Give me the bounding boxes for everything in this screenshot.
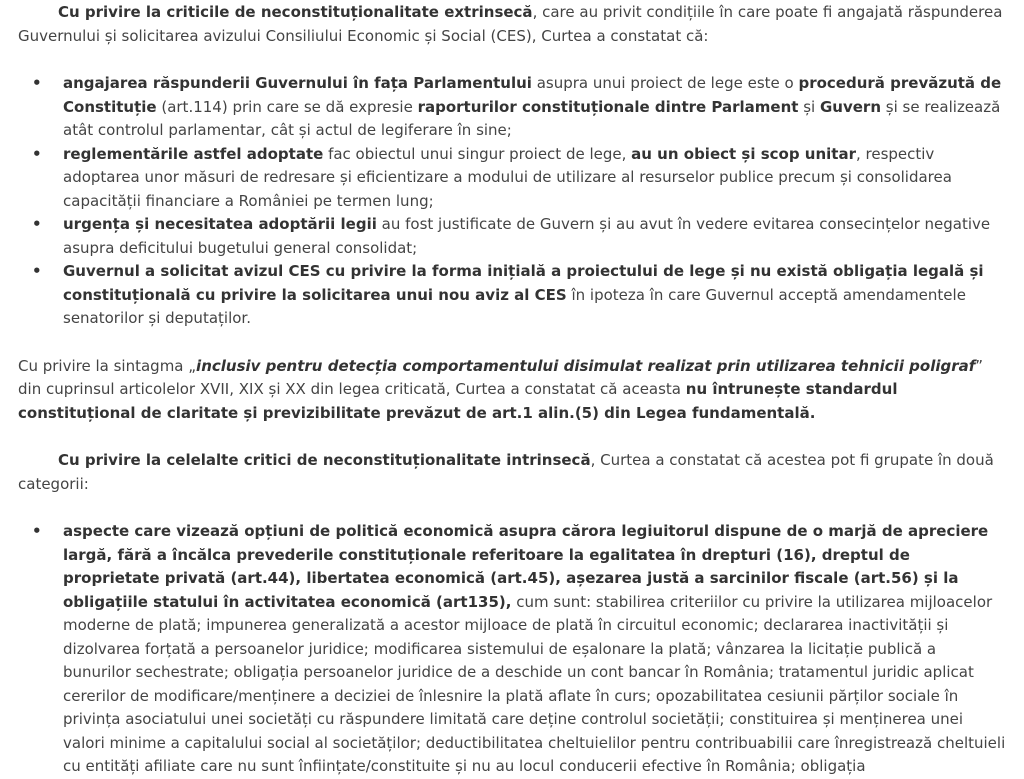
bold-italic-quote: inclusiv pentru detecția comportamentului disimulat realizat prin utilizarea tehnicii poligraf xyxy=(196,356,976,375)
text: ” din cuprinsul articolelor XVII, XIX și XX din legea criticată, Curtea a constatat că aceasta xyxy=(18,356,984,398)
bullet: • xyxy=(32,522,42,540)
document-content xyxy=(18,1,1008,779)
paragraph-text: , Curtea a constatat că acestea pot fi grupate în două categorii: xyxy=(18,451,994,493)
text: în ipoteza în care Guvernul acceptă amendamentele senatorilor și deputaților. xyxy=(63,285,966,327)
bullet: • xyxy=(32,74,42,92)
list-item xyxy=(18,143,1008,214)
bold-text: nu întrunește standardul constituțional de claritate și previzibilitate prevăzut de art.1 alin.(5) din Legea fundamentală. xyxy=(18,380,898,422)
list-item xyxy=(18,520,1008,779)
bold-text: reglementările astfel adoptate xyxy=(63,144,324,163)
bold-text: Guvern xyxy=(819,97,882,116)
list-extrinsic-findings xyxy=(18,72,1008,331)
list-intrinsic-categories xyxy=(18,520,1008,779)
text: fac obiectul unui singur proiect de lege, xyxy=(323,144,632,163)
text: asupra unui proiect de lege este o xyxy=(531,74,799,92)
list-item xyxy=(18,72,1008,143)
bullet: • xyxy=(32,262,42,280)
list-item xyxy=(18,260,1008,331)
bold-lead: Cu privire la criticile de neconstituționalitate extrinsecă xyxy=(58,3,533,21)
spacer xyxy=(18,425,1008,449)
paragraph-intrinsic-critiques xyxy=(18,449,1008,496)
text: Cu privire la sintagma „ xyxy=(18,356,197,375)
bold-text: Guvernul a solicitat avizul CES cu privire la forma inițială a proiectului de lege și nu există obligația legală și constituțională cu privire la solicitarea unui nou aviz al CES xyxy=(63,262,984,304)
bold-text: au un obiect și scop unitar xyxy=(631,144,856,163)
text: cum sunt: stabilirea criteriilor cu privire la utilizarea mijloacelor moderne de plată; impunerea generalizată a acestor mijloace de plată în circuitul economic; declararea inactivității și dizolvarea forțată a persoanelor juridice; modificarea sistemului de eșalonare la plată; vânzarea la licitație publică a bunurilor sechestrate; obligația persoanelor juridice de a deschide un cont bancar în România; tratamentul juridic aplicat cererilor de modificare/menținere a deciziei de înlesnire la plată aflate în curs; opozabilitatea cesiunii părților sociale în privința asociatului unei societăți cu răspundere limitată care deține controlul societății; constituirea și menținerea unei valori minime a capitalului social al societăților; deductibilitatea cheltuielilor pentru contribuabilii care înregistrează cheltuieli cu entități afiliate care nu sunt înființate/constituite și nu au locul conducerii efective în România; obligația xyxy=(63,592,1006,775)
paragraph-polygraph xyxy=(18,355,1008,426)
list-item xyxy=(18,213,1008,260)
text: (art.114) prin care se dă expresie xyxy=(156,97,418,116)
text: , respectiv adoptarea unor măsuri de redresare și eficientizare a modului de utilizare al resurselor publice precum și consolidarea capacității financiare a României pe termen lung; xyxy=(63,144,952,210)
bold-text: aspecte care vizează opțiuni de politică economică asupra cărora legiuitorul dispune de o marjă de apreciere largă, fără a încălca prevederile constituționale referitoare la egalitatea în drepturi (16), dreptul de proprietate privată (art.44), libertatea economică (art.45), așezarea justă a sarcinilor fiscale (art.56) și la obligațiile statului în activitatea economică (art135), xyxy=(63,522,989,611)
paragraph-text: , care au privit condițiile în care poate fi angajată răspunderea Guvernului și solicitarea avizului Consiliului Economic și Social (CES), Curtea a constatat că: xyxy=(18,3,1003,45)
text: și se realizează atât controlul parlamentar, cât și actul de legiferare în sine; xyxy=(63,97,1001,139)
bullet: • xyxy=(32,144,42,163)
bullet: • xyxy=(32,215,42,233)
bold-text: angajarea răspunderii Guvernului în fața Parlamentului xyxy=(63,74,532,92)
bold-text: urgența și necesitatea adoptării legii xyxy=(63,215,377,233)
spacer xyxy=(18,496,1008,520)
text: au fost justificate de Guvern și au avut în vedere evitarea consecințelor negative asupra deficitului bugetului general consolidat; xyxy=(63,215,991,257)
text: și xyxy=(798,97,820,116)
spacer xyxy=(18,48,1008,72)
bold-text: procedură prevăzută de Constituție xyxy=(63,74,1002,116)
spacer xyxy=(18,331,1008,355)
bold-text: raporturilor constituționale dintre Parlament xyxy=(417,97,799,116)
paragraph-extrinsic-critiques xyxy=(18,1,1008,48)
bold-lead: Cu privire la celelalte critici de neconstituționalitate intrinsecă xyxy=(58,451,591,469)
